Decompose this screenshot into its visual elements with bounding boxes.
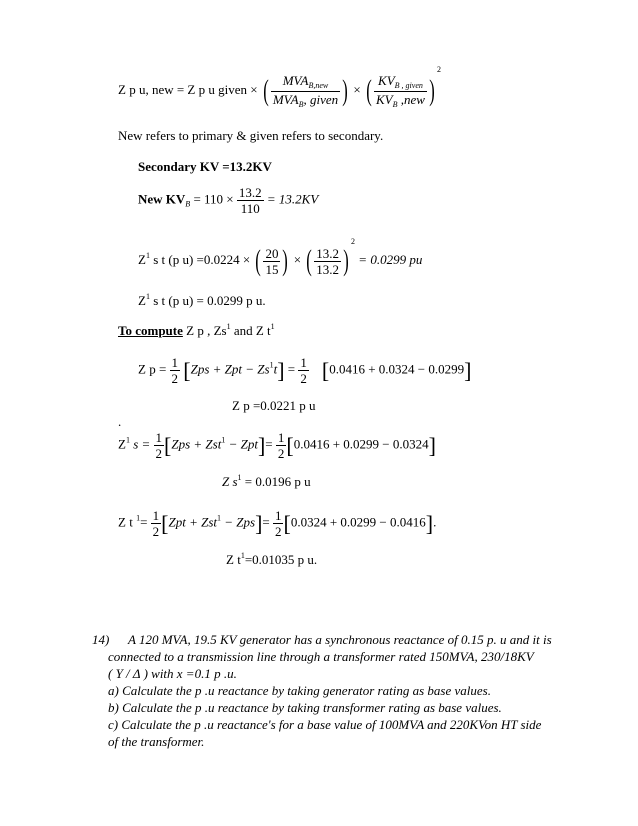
close-paren: ) — [343, 244, 349, 278]
mva-ratio: $\frac{MVA_{B,new}}{MVA_B, given}$ — [272, 72, 339, 109]
open-paren: ( — [306, 244, 313, 278]
question-line: ( Y / Δ ) with x =0.1 p .u. — [108, 666, 237, 681]
half-fraction: $\frac{1}{2}$ — [274, 508, 282, 539]
half-fraction: $\frac{1}{2}$ — [171, 355, 179, 386]
open-paren: ( — [263, 74, 269, 108]
kv-ratio: $\frac{KV_{B , given}}{KV_B ,new}$ — [375, 72, 425, 109]
secondary-kv: Secondary KV =13.2KV — [138, 159, 272, 174]
open-bracket: [ — [286, 432, 294, 458]
exponent: 2 — [436, 65, 441, 74]
question-number: 14) — [92, 632, 110, 647]
times-sign: × — [353, 82, 361, 97]
close-bracket: ] — [464, 357, 472, 383]
question-line: a) Calculate the p .u reactance by taking generator rating as base values. — [108, 683, 491, 698]
open-bracket: [ — [183, 357, 191, 383]
open-paren: ( — [366, 74, 372, 108]
half-fraction: $\frac{1}{2}$ — [277, 430, 285, 461]
zst-eq: $Z^1$ s t (p u) =0.0224 × ( $\frac{20}{15}$ ) × ( $\frac{13.2}{13.2}$ )$^2$ = 0.0299 pu — [138, 237, 423, 278]
new-kv-eq: New $KV_B = 110$ × $\frac{13.2}{110}$ = 13.2KV — [138, 185, 319, 216]
open-bracket: [ — [283, 510, 291, 536]
zt-result: Z $t^1=0.01035$ p u. — [226, 551, 318, 567]
mva-fraction: $\frac{20}{15}$ — [265, 245, 279, 277]
question-line: A 120 MVA, 19.5 KV generator has a synchronous reactance of 0.15 p. u and it is — [128, 632, 552, 647]
open-bracket: [ — [161, 510, 169, 536]
half-fraction: $\frac{1}{2}$ — [300, 355, 307, 386]
open-paren: ( — [255, 244, 262, 278]
question-line: connected to a transmission line through a transformer rated 150MVA, 230/18KV — [108, 649, 534, 664]
close-paren: ) — [282, 244, 289, 278]
note-primary: New refers to primary & given refers to secondary. — [118, 128, 384, 143]
new-kv-label: New KV — [138, 191, 186, 207]
close-bracket: ] — [257, 432, 266, 458]
zp-eq: Z p = $\frac{1}{2}$ [Zps + Zpt − $Zs^1t$] = $\frac{1}{2}$ [0.0416 + 0.0324 − 0.0299] — [138, 355, 472, 386]
zs-eq: $Z^1$ s = $\frac{1}{2}$ [Zps + Zst$^1$ − Zpt]= $\frac{1}{2}$ [0.0416 + 0.0299 − 0.0324] — [118, 430, 436, 461]
close-bracket: ] — [255, 510, 263, 536]
open-bracket: [ — [164, 432, 172, 458]
zst-result: $Z^1$ s t (p u) = 0.0299 p u. — [138, 292, 266, 308]
question-line: of the transformer. — [108, 734, 205, 749]
kv-fraction-2: $\frac{13.2}{13.2}$ — [316, 245, 340, 277]
half-fraction: $\frac{1}{2}$ — [155, 430, 163, 461]
close-bracket: ] — [425, 510, 434, 536]
question-line: c) Calculate the p .u reactance's for a base value of 100MVA and 220KVon HT side — [108, 717, 542, 732]
dot: . — [118, 414, 122, 429]
eq-pu-new — [118, 66, 441, 109]
open-bracket: [ — [321, 357, 330, 383]
close-paren: ) — [342, 74, 348, 108]
eq-pu-new-left: Z p u, new = Z p u given × — [118, 82, 258, 97]
close-paren: ) — [429, 74, 435, 108]
half-fraction: $\frac{1}{2}$ — [152, 508, 160, 539]
zp-result: Z p =0.0221 p u — [232, 398, 316, 413]
kv-fraction: $\frac{13.2}{110}$ — [238, 185, 262, 216]
compute-heading: To compute Z p , Zs$^1$ and Z $t^1$ — [118, 322, 275, 338]
close-bracket: ] — [277, 357, 285, 383]
question-line: b) Calculate the p .u reactance by taking transformer rating as base values. — [108, 700, 502, 715]
zs-result: Z $s^1 = 0.0196$ p u — [222, 473, 311, 489]
zt-eq: Z t $^1$= $\frac{1}{2}$ [Zpt + Zst$^1$ − Zps]= $\frac{1}{2}$ [0.0324 + 0.0299 − 0.0416]. — [118, 508, 437, 539]
close-bracket: ] — [428, 432, 436, 458]
